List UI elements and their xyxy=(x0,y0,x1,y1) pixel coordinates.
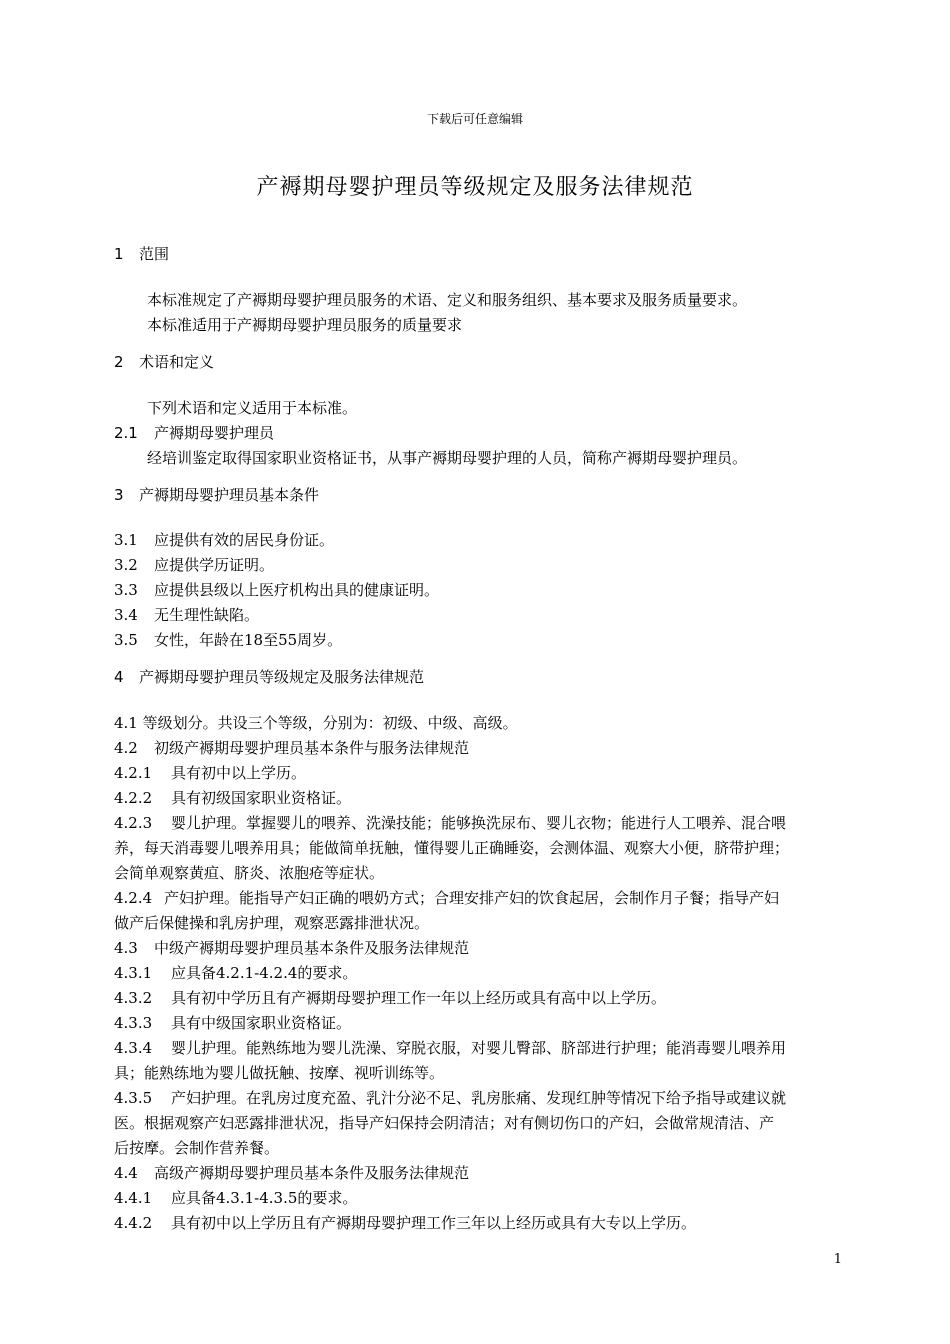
clause-4-3-5: 4.3.5 产妇护理。在乳房过度充盈、乳汁分泌不足、乳房胀痛、发现红肿等情况下给予指导或建议就 xyxy=(114,1089,787,1107)
clause-4-2: 4.2 初级产褥期母婴护理员基本条件与服务法律规范 xyxy=(114,739,470,757)
section-heading-4: 4 产褥期母婴护理员等级规定及服务法律规范 xyxy=(114,668,425,686)
header-note: 下载后可任意编辑 xyxy=(426,112,523,126)
paragraph-continuation: 医。根据观察产妇恶露排泄状况，指导产妇保持会阴清洁；对有侧切伤口的产妇，会做常规清洁、产 xyxy=(114,1114,775,1132)
section-heading-1: 1 范围 xyxy=(114,245,170,263)
clause-3-3: 3.3 应提供县级以上医疗机构出具的健康证明。 xyxy=(114,581,440,599)
clause-4-4-1: 4.4.1 应具备4.3.1-4.3.5的要求。 xyxy=(114,1189,358,1207)
clause-4-4-2: 4.4.2 具有初中以上学历且有产褥期母婴护理工作三年以上经历或具有大专以上学历。 xyxy=(114,1214,697,1232)
clause-4-3-3: 4.3.3 具有中级国家职业资格证。 xyxy=(114,1014,352,1032)
page-number: 1 xyxy=(833,1252,842,1267)
paragraph-continuation: 做产后保健操和乳房护理，观察恶露排泄状况。 xyxy=(114,914,430,932)
section-heading-2: 2 术语和定义 xyxy=(114,353,215,371)
clause-4-3-4: 4.3.4 婴儿护理。能熟练地为婴儿洗澡、穿脱衣服，对婴儿臀部、脐部进行护理；能消毒婴儿喂养用 xyxy=(114,1039,787,1057)
paragraph-continuation: 后按摩。会制作营养餐。 xyxy=(114,1139,280,1157)
paragraph: 本标准规定了产褥期母婴护理员服务的术语、定义和服务组织、基本要求及服务质量要求。 xyxy=(147,291,748,309)
clause-4-3: 4.3 中级产褥期母婴护理员基本条件及服务法律规范 xyxy=(114,939,470,957)
clause-4-1: 4.1 等级划分。共设三个等级，分别为：初级、中级、高级。 xyxy=(114,714,518,732)
clause-4-3-1: 4.3.1 应具备4.2.1-4.2.4的要求。 xyxy=(114,964,358,982)
paragraph: 本标准适用于产褥期母婴护理员服务的质量要求 xyxy=(147,316,463,334)
section-heading-3: 3 产褥期母婴护理员基本条件 xyxy=(114,486,320,504)
paragraph-continuation: 会简单观察黄疸、脐炎、浓胞疮等症状。 xyxy=(114,864,385,882)
clause-3-1: 3.1 应提供有效的居民身份证。 xyxy=(114,531,335,549)
clause-3-5: 3.5 女性，年龄在18至55周岁。 xyxy=(114,631,343,649)
clause-4-2-1: 4.2.1 具有初中以上学历。 xyxy=(114,764,307,782)
clause-3-2: 3.2 应提供学历证明。 xyxy=(114,556,275,574)
paragraph: 经培训鉴定取得国家职业资格证书，从事产褥期母婴护理的人员，简称产褥期母婴护理员。 xyxy=(147,449,748,467)
clause-4-2-4: 4.2.4 产妇护理。能指导产妇正确的喂奶方式；合理安排产妇的饮食起居，会制作月子餐；指导产妇 xyxy=(114,889,780,907)
paragraph: 下列术语和定义适用于本标准。 xyxy=(147,399,358,417)
clause-4-4: 4.4 高级产褥期母婴护理员基本条件及服务法律规范 xyxy=(114,1164,470,1182)
paragraph-continuation: 养，每天消毒婴儿喂养用具；能做简单抚触，懂得婴儿正确睡姿，会测体温、观察大小便，脐带护理； xyxy=(114,839,790,857)
clause-4-2-2: 4.2.2 具有初级国家职业资格证。 xyxy=(114,789,352,807)
paragraph-continuation: 具；能熟练地为婴儿做抚触、按摩、视听训练等。 xyxy=(114,1064,445,1082)
document-title: 产褥期母婴护理员等级规定及服务法律规范 xyxy=(256,175,694,200)
clause-4-2-3: 4.2.3 婴儿护理。掌握婴儿的喂养、洗澡技能；能够换洗尿布、婴儿衣物；能进行人工喂养、混合喂 xyxy=(114,814,787,832)
subsection-heading-2-1: 2.1 产褥期母婴护理员 xyxy=(114,424,275,442)
clause-4-3-2: 4.3.2 具有初中学历且有产褥期母婴护理工作一年以上经历或具有高中以上学历。 xyxy=(114,989,667,1007)
clause-3-4: 3.4 无生理性缺陷。 xyxy=(114,606,260,624)
